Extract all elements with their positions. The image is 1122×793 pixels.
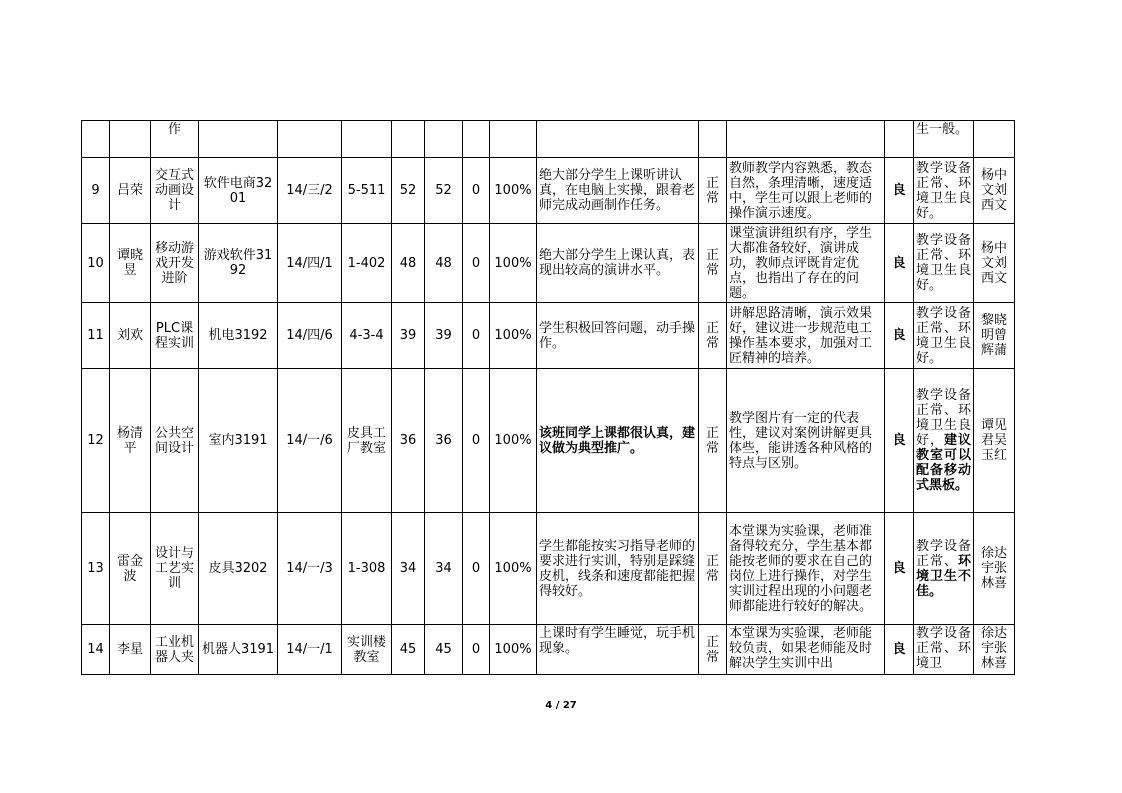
cell-time: 14/一/3: [278, 513, 342, 625]
cell-no: 13: [82, 513, 110, 625]
cell-should: 34: [392, 513, 425, 625]
cell-actual: [425, 121, 463, 158]
cell-grade: 良: [885, 224, 914, 303]
env-note-text: 建议教室可以配备移动式黑板。: [916, 433, 971, 493]
cell-should: 52: [392, 158, 425, 224]
env-text: 教学设备正常、环境卫生良好。: [916, 305, 971, 366]
cell-actual: 34: [425, 513, 463, 625]
cell-grade: 良: [885, 625, 914, 675]
cell-rate: [490, 121, 537, 158]
cell-class: 皮具3202: [199, 513, 278, 625]
cell-no: 14: [82, 625, 110, 675]
cell-grade: [885, 121, 914, 158]
table-row: [82, 121, 1015, 158]
cell-actual: 45: [425, 625, 463, 675]
cell-should: 36: [392, 369, 425, 513]
cell-env: [914, 158, 974, 224]
cell-inspector: [974, 121, 1015, 158]
cell-teacher-eval: 教学图片有一定的代表性，建议对案例讲解更具体些，能讲透各种风格的特点与区别。: [727, 369, 885, 513]
cell-course: 工业机器人夹: [151, 625, 199, 675]
cell-teacher: 谭晓昱: [110, 224, 151, 303]
cell-actual: 48: [425, 224, 463, 303]
cell-teacher: [110, 121, 151, 158]
cell-inspector: 杨中文刘西文: [974, 158, 1015, 224]
cell-order: 正常: [699, 513, 727, 625]
cell-inspector: 徐达宇张林喜: [974, 625, 1015, 675]
cell-student-eval: 绝大部分学生上课认真，表现出较高的演讲水平。: [537, 224, 699, 303]
cell-rate: 100%: [490, 513, 537, 625]
cell-actual: 52: [425, 158, 463, 224]
cell-class: 机器人3191: [199, 625, 278, 675]
env-text: 生一般。: [916, 122, 969, 137]
cell-period: [342, 121, 392, 158]
cell-env: [914, 513, 974, 625]
cell-env: [914, 121, 974, 158]
table-row: [82, 369, 1015, 513]
env-text: 教学设备正常、: [916, 538, 971, 569]
cell-course: 作: [151, 121, 199, 158]
page-number: 4 / 27: [545, 700, 577, 711]
cell-should: 48: [392, 224, 425, 303]
cell-time: 14/四/1: [278, 224, 342, 303]
cell-student-eval: 绝大部分学生上课听讲认真，在电脑上实操，跟着老师完成动画制作任务。: [537, 158, 699, 224]
cell-absent: 0: [463, 224, 490, 303]
table-row: [82, 625, 1015, 675]
cell-teacher: 刘欢: [110, 303, 151, 369]
cell-grade: 良: [885, 303, 914, 369]
table-row: [82, 158, 1015, 224]
cell-course: 公共空间设计: [151, 369, 199, 513]
cell-no: 10: [82, 224, 110, 303]
cell-rate: 100%: [490, 158, 537, 224]
cell-order: 正常: [699, 158, 727, 224]
cell-order: 正常: [699, 625, 727, 675]
cell-class: 机电3192: [199, 303, 278, 369]
cell-class: 游戏软件3192: [199, 224, 278, 303]
cell-teacher: 杨清平: [110, 369, 151, 513]
inspection-table: [81, 120, 1015, 675]
cell-period: 实训楼教室: [342, 625, 392, 675]
cell-time: 14/一/1: [278, 625, 342, 675]
cell-grade: 良: [885, 158, 914, 224]
cell-order: [699, 121, 727, 158]
table-row: [82, 224, 1015, 303]
cell-env: [914, 303, 974, 369]
cell-period: 1-308: [342, 513, 392, 625]
cell-teacher-eval: 课堂演讲组织有序，学生大都准备较好，演讲成功，教师点评既肯定优点，也指出了存在的问题。: [727, 224, 885, 303]
cell-absent: [463, 121, 490, 158]
cell-time: [278, 121, 342, 158]
cell-time: 14/一/6: [278, 369, 342, 513]
cell-course: 移动游戏开发进阶: [151, 224, 199, 303]
cell-actual: 39: [425, 303, 463, 369]
cell-no: 12: [82, 369, 110, 513]
cell-absent: 0: [463, 513, 490, 625]
cell-student-eval: [537, 121, 699, 158]
cell-inspector: 谭见君吴玉红: [974, 369, 1015, 513]
cell-period: 皮具工厂教室: [342, 369, 392, 513]
cell-teacher-eval: 讲解思路清晰，演示效果好，建议进一步规范电工操作基本要求，加强对工匠精神的培养。: [727, 303, 885, 369]
cell-order: 正常: [699, 303, 727, 369]
cell-student-eval: 学生积极回答问题，动手操作。: [537, 303, 699, 369]
cell-teacher-eval: [727, 121, 885, 158]
cell-rate: 100%: [490, 625, 537, 675]
cell-time: 14/三/2: [278, 158, 342, 224]
cell-class: [199, 121, 278, 158]
table-row: [82, 513, 1015, 625]
cell-teacher: 雷金波: [110, 513, 151, 625]
cell-should: 45: [392, 625, 425, 675]
cell-should: [392, 121, 425, 158]
cell-teacher: 李星: [110, 625, 151, 675]
cell-period: 5-511: [342, 158, 392, 224]
cell-teacher-eval: 教师教学内容熟悉，教态自然，条理清晰，速度适中，学生可以跟上老师的操作演示速度。: [727, 158, 885, 224]
env-text: 教学设备正常、环境卫生良好，: [916, 388, 971, 448]
cell-teacher-eval: 本堂课为实验课，老师能较负责，如果老师能及时解决学生实训中出: [727, 625, 885, 675]
cell-course: PLC课程实训: [151, 303, 199, 369]
cell-student-eval: 学生都能按实习指导老师的要求进行实训，特别是踩缝皮机，线条和速度都能把握得较好。: [537, 513, 699, 625]
cell-teacher: 吕荣: [110, 158, 151, 224]
cell-teacher-eval: 本堂课为实验课，老师准备得较充分，学生基本都能按老师的要求在自己的岗位上进行操作，对学生实训过程出现的小问题老师都能进行较好的解决。: [727, 513, 885, 625]
env-text: 教学设备正常、环境卫生良好。: [916, 160, 971, 221]
cell-course: 设计与工艺实训: [151, 513, 199, 625]
cell-absent: 0: [463, 303, 490, 369]
cell-grade: 良: [885, 369, 914, 513]
cell-should: 39: [392, 303, 425, 369]
cell-inspector: 黎晓明曾辉蒲: [974, 303, 1015, 369]
cell-rate: 100%: [490, 224, 537, 303]
cell-rate: 100%: [490, 369, 537, 513]
env-text: 教学设备正常、环境卫: [916, 626, 971, 671]
cell-env: [914, 369, 974, 513]
cell-order: 正常: [699, 224, 727, 303]
cell-actual: 36: [425, 369, 463, 513]
cell-course: 交互式动画设计: [151, 158, 199, 224]
cell-time: 14/四/6: [278, 303, 342, 369]
cell-no: [82, 121, 110, 158]
cell-env: [914, 625, 974, 675]
cell-student-eval: 上课时有学生睡觉，玩手机现象。: [537, 625, 699, 675]
table-row: [82, 303, 1015, 369]
cell-absent: 0: [463, 369, 490, 513]
cell-absent: 0: [463, 625, 490, 675]
cell-absent: 0: [463, 158, 490, 224]
cell-grade: 良: [885, 513, 914, 625]
cell-class: 软件电商3201: [199, 158, 278, 224]
cell-no: 9: [82, 158, 110, 224]
cell-class: 室内3191: [199, 369, 278, 513]
cell-student-eval: 该班同学上课都很认真，建议做为典型推广。: [537, 369, 699, 513]
cell-inspector: 杨中文刘西文: [974, 224, 1015, 303]
cell-period: 1-402: [342, 224, 392, 303]
cell-period: 4-3-4: [342, 303, 392, 369]
cell-no: 11: [82, 303, 110, 369]
cell-order: 正常: [699, 369, 727, 513]
cell-env: [914, 224, 974, 303]
env-note-text: 环境卫生不佳。: [916, 553, 971, 599]
env-text: 教学设备正常、环境卫生良好。: [916, 233, 971, 293]
cell-rate: 100%: [490, 303, 537, 369]
cell-inspector: 徐达宇张林喜: [974, 513, 1015, 625]
